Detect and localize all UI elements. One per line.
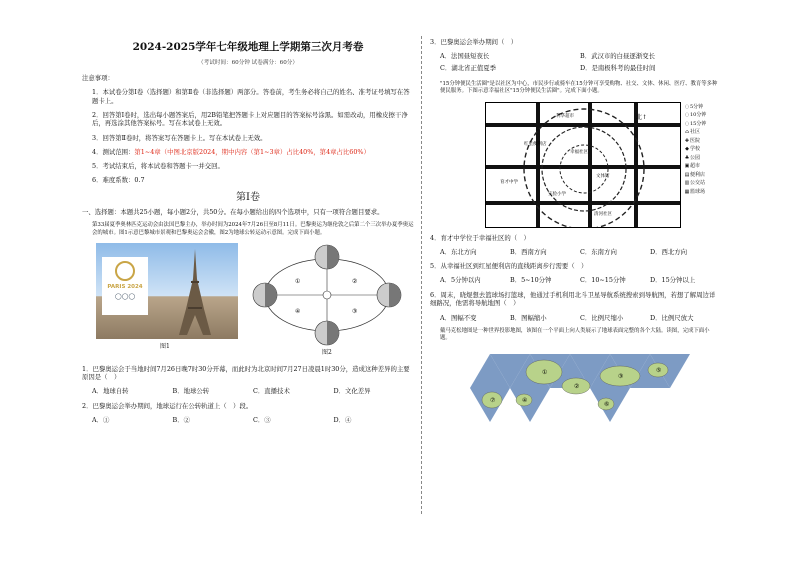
map-number-5: ⑤: [656, 366, 662, 374]
q6-options: [430, 314, 720, 323]
q5-stem: 5．从幸福社区到红星便利店的直线距离步行需要（ ）: [430, 262, 588, 271]
notes-heading: 注意事项：: [82, 73, 114, 82]
fig2-label: 图2: [322, 348, 332, 356]
q2-option-d[interactable]: D．④: [333, 415, 352, 424]
q3-options: [430, 52, 720, 75]
map-number-6: ⑥: [604, 400, 610, 408]
q4-stem: 4．育才中学位于幸福社区的（ ）: [430, 233, 530, 242]
q3-option-a[interactable]: A．法国昼短夜长: [440, 52, 490, 61]
q5-option-b[interactable]: B．5~10分钟: [510, 276, 552, 285]
q5-option-d[interactable]: D．15分钟以上: [650, 276, 696, 285]
column-divider: [421, 36, 422, 514]
passage-paris: 第33届夏季奥林匹克运动会由法国巴黎主办，举办时间为2024年7月26日至8月11日。巴黎奥运为继伦敦之后第二个三次举办夏季奥运会的城市。图1示意巴黎城市景观和巴黎奥运会会徽，图2为地球公转运动示意图。完成下面小题。: [92, 222, 414, 236]
legend-convenience-store: ▤便利店: [684, 171, 706, 178]
page-title: 2024-2025学年七年级地理上学期第三次月考卷: [132, 41, 364, 53]
dymaxion-map-svg: [470, 348, 700, 424]
q1-option-d[interactable]: D．文化差异: [333, 387, 371, 396]
legend-school: ◆学校: [685, 146, 701, 153]
label-shiyan-school: 实验小学: [548, 191, 566, 197]
community-map: [485, 102, 707, 228]
q6-option-b[interactable]: B．图幅缩小: [510, 313, 547, 322]
q6-option-c[interactable]: C．比例尺缩小: [580, 313, 624, 322]
map-number-3: ③: [618, 372, 624, 380]
map-number-4: ④: [522, 396, 528, 404]
q6-option-d[interactable]: D．比例尺放大: [650, 313, 694, 322]
note-1: 1．本试卷分第Ⅰ卷（选择题）和第Ⅱ卷（非选择题）两部分。答卷前，考生务必将自己的姓名、准考证号填写在答题卡上。: [92, 87, 410, 105]
paris-photo: [96, 243, 238, 339]
note-5: 5．考试结束后，将本试卷和答题卡一并交回。: [92, 162, 224, 171]
earth-top-icon: [315, 245, 339, 269]
right-column: [430, 38, 720, 424]
q1-option-a[interactable]: A．地球自转: [92, 387, 129, 396]
label-hongxing-store: 红星便利店: [524, 141, 547, 147]
label-yucai-school: 育才中学: [500, 179, 518, 185]
eiffel-tower-icon: [178, 249, 212, 335]
svg-text:④: ④: [295, 307, 301, 315]
passage-15min: "15分钟便民生活圈"是以社区为中心，市民步行或骑车在15分钟可享受购物、社交、文体、休闲、医疗、教育等多种便民服务。下图示意幸福社区"15分钟便民生活圈"。完成下面小题。: [440, 81, 718, 95]
legend-basketball-court: ▦篮球场: [684, 188, 706, 195]
figures-row: [82, 243, 414, 361]
exam-info: （考试时间：60分钟 试卷满分：60分）: [198, 60, 298, 67]
q6-option-a[interactable]: A．图幅不变: [440, 313, 477, 322]
note-6: 6．难度系数：0.7: [92, 176, 145, 185]
test-scope: 第1~4章（中图北京版2024，期中内容（第1~3章）占比40%，第4章占比60%）: [134, 147, 370, 156]
paris-2024-logo: PARIS 2024 ◯◯◯: [102, 257, 148, 315]
q2-stem: 2．巴黎奥运会举办期间，地球运行在公转轨道上（ ）段。: [82, 401, 253, 410]
svg-text:②: ②: [352, 277, 358, 285]
q3-option-d[interactable]: D．是南极科考的最佳时间: [580, 63, 656, 72]
legend-hospital: ✚医院: [684, 137, 701, 144]
q2-options: [82, 416, 414, 425]
section-instruction: 一、选择题：本题共25小题，每小题2分，共50分。在每小题给出的四个选项中，只有一项符合题目要求。: [82, 208, 384, 217]
q5-option-a[interactable]: A．5分钟以内: [440, 276, 481, 285]
q2-option-c[interactable]: C．③: [253, 415, 271, 424]
q4-option-b[interactable]: B．西南方向: [510, 247, 547, 256]
legend-bus-stop: ▥公交站: [684, 180, 706, 187]
q2-option-b[interactable]: B．②: [172, 415, 190, 424]
legend-15min: ◌15分钟: [684, 120, 707, 127]
q3-stem: 3．巴黎奥运会举办期间（ ）: [430, 38, 518, 46]
map-number-1: ①: [542, 368, 548, 376]
map-number-2: ②: [574, 382, 580, 390]
q4-option-d[interactable]: D．西北方向: [650, 247, 688, 256]
legend-5min: ◌5分钟: [684, 103, 704, 110]
earth-right-icon: [377, 283, 401, 307]
map-number-7: ⑦: [490, 396, 496, 404]
q4-option-a[interactable]: A．东北方向: [440, 247, 477, 256]
map-legend: [684, 103, 724, 197]
label-xingfu-community: 幸福社区: [570, 149, 588, 155]
olympic-rings-icon: ◯◯◯: [114, 292, 136, 300]
note-3: 3．回答第Ⅱ卷时，将答案写在答题卡上。写在本试卷上无效。: [92, 133, 267, 142]
q1-options: [82, 387, 414, 396]
svg-text:①: ①: [295, 277, 301, 285]
q1-option-c[interactable]: C．直播技术: [253, 387, 290, 396]
fig1-label: 图1: [160, 342, 170, 350]
legend-park: ♣公园: [684, 154, 701, 161]
earth-bottom-icon: [315, 321, 339, 345]
earth-orbit-diagram: [252, 243, 402, 347]
legend-supermarket: ▣超市: [684, 163, 701, 170]
left-column: [82, 38, 414, 430]
q3-option-c[interactable]: C．湖北省正值夏季: [440, 63, 497, 72]
label-wenti-hall: 文体馆: [596, 173, 610, 179]
q5-option-c[interactable]: C．10~15分钟: [580, 276, 626, 285]
q2-option-a[interactable]: A．①: [92, 415, 110, 424]
passage-dymaxion: 戴马克松地图是一种世界投影地图，该图在一个平面上向人类展示了地球表面完整的各个大陆。读图，完成下面小题。: [440, 327, 710, 342]
q1-stem: 1．巴黎奥运会于当地时间7月26日晚7时30分开幕，而此时为北京时间7月27日凌晨1时30分，造成这种差异的主要原因是（ ）: [82, 364, 410, 382]
legend-10min: ◌10分钟: [684, 112, 707, 119]
earth-left-icon: [253, 283, 277, 307]
community-map-svg: [486, 103, 680, 227]
q6-stem: 6．周末，晓煜想去篮球场打篮球，他通过手机利用北斗卫星导航系统搜索到导航图，若想了解周边详细路况，他需将导航地图（ ）: [430, 290, 716, 308]
label-qinghe-community: 清河社区: [594, 211, 612, 217]
q5-options: [430, 276, 720, 285]
section-title: 第Ⅰ卷: [236, 191, 260, 203]
dymaxion-map: [470, 348, 700, 424]
note-2: 2．回答第Ⅰ卷时，选出每小题答案后，用2B铅笔把答题卡上对应题目的答案标号涂黑。如需改动，用橡皮擦干净后，再选涂其他答案标号。写在本试卷上无效。: [92, 110, 408, 128]
q4-options: [430, 248, 720, 257]
note-4: 4．测试范围：第1~4章（中图北京版2024，期中内容（第1~3章）占比40%，第4章占比60%）: [92, 147, 370, 156]
q1-option-b[interactable]: B．地球公转: [172, 387, 210, 396]
north-arrow-icon: 北↑: [636, 113, 648, 121]
label-lihua-supermarket: 利华超市: [556, 113, 574, 119]
svg-text:③: ③: [352, 307, 358, 315]
q3-option-b[interactable]: B．武汉市的白昼逐渐变长: [580, 52, 655, 61]
legend-community: ⌂社区: [685, 129, 701, 136]
q4-option-c[interactable]: C．东南方向: [580, 247, 617, 256]
